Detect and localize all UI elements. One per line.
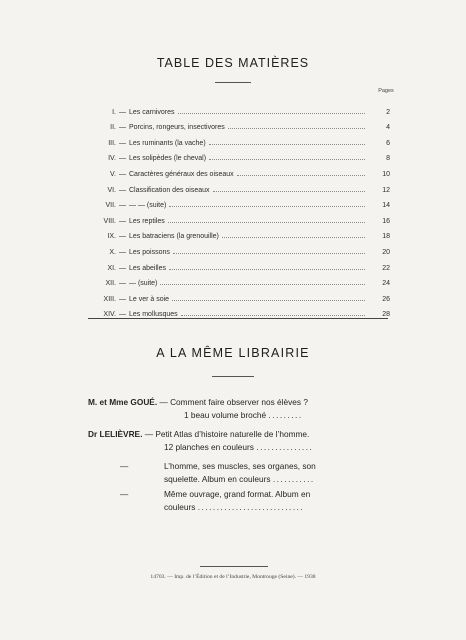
- leader-dots: [181, 314, 365, 316]
- toc-entry-dash: —: [119, 186, 126, 194]
- toc-entry: [78, 287, 390, 303]
- toc-entry-label: Les poissons: [129, 248, 170, 256]
- toc-entry: [78, 272, 390, 288]
- leader-dots: [237, 174, 365, 176]
- toc-entry: [78, 194, 390, 210]
- book-lelievre-2-title: L’homme, ses muscles, ses organes, son: [164, 461, 316, 471]
- toc-entry-label: — — (suite): [129, 202, 167, 210]
- book-lelievre-3-title: Même ouvrage, grand format. Album en: [164, 489, 311, 499]
- toc-entry-number: II.: [110, 124, 116, 132]
- imprint-divider: [200, 566, 268, 567]
- toc-entry: [78, 100, 390, 116]
- toc-entry-dash: —: [119, 280, 126, 288]
- leader-dots: [209, 143, 365, 145]
- leader-dots: [228, 127, 365, 129]
- book-goue-title: — Comment faire observer nos élèves ?: [157, 397, 308, 407]
- book-goue-format: 1 beau volume broché: [184, 410, 267, 420]
- ditto-dash: —: [120, 461, 129, 471]
- leader-dots: [172, 299, 365, 301]
- leader-dots: [209, 158, 365, 160]
- table-of-contents: [78, 100, 390, 318]
- leader-dots: [168, 221, 365, 223]
- toc-entry-page: 22: [382, 264, 390, 272]
- book-lelievre-3: [88, 488, 388, 514]
- toc-entry: [78, 256, 390, 272]
- leader-dots: .........: [268, 410, 303, 420]
- toc-entry-number: XIV.: [103, 311, 116, 319]
- toc-entry-dash: —: [119, 233, 126, 241]
- toc-entry-page: 24: [382, 280, 390, 288]
- toc-entry-label: Classification des oiseaux: [129, 186, 210, 194]
- toc-entry-page: 28: [382, 311, 390, 319]
- toc-entry-number: III.: [108, 139, 116, 147]
- toc-entry-label: Les ruminants (la vache): [129, 139, 206, 147]
- toc-entry-number: IX.: [107, 233, 116, 241]
- toc-entry-page: 20: [382, 248, 390, 256]
- toc-entry-label: Caractères généraux des oiseaux: [129, 170, 234, 178]
- toc-entry-number: XI.: [107, 264, 116, 272]
- leader-dots: [169, 205, 365, 207]
- toc-entry-page: 2: [386, 108, 390, 116]
- toc-entry: [78, 116, 390, 132]
- toc-entry: [78, 240, 390, 256]
- leader-dots: [222, 236, 365, 238]
- toc-entry-dash: —: [119, 170, 126, 178]
- toc-entry-number: XIII.: [103, 295, 116, 303]
- toc-entry-dash: —: [119, 311, 126, 319]
- title-divider: [215, 82, 251, 83]
- toc-entry-number: V.: [110, 170, 116, 178]
- toc-entry-dash: —: [119, 264, 126, 272]
- toc-entry-dash: —: [119, 155, 126, 163]
- toc-entry-page: 14: [382, 202, 390, 210]
- toc-entry-number: I.: [112, 108, 116, 116]
- toc-entry-label: — (suite): [129, 280, 158, 288]
- leader-dots: [178, 112, 365, 114]
- toc-entry-label: Les mollusques: [129, 311, 178, 319]
- toc-entry-page: 12: [382, 186, 390, 194]
- book-lelievre-title: — Petit Atlas d’histoire naturelle de l’homme.: [142, 429, 310, 439]
- toc-entry-dash: —: [119, 295, 126, 303]
- leader-dots: ...............: [256, 442, 314, 452]
- toc-entry-label: Porcins, rongeurs, insectivores: [129, 124, 225, 132]
- toc-entry: [78, 147, 390, 163]
- toc-entry-page: 10: [382, 170, 390, 178]
- toc-entry-number: VII.: [105, 202, 116, 210]
- toc-entry-number: VIII.: [103, 217, 116, 225]
- section-divider: [88, 318, 388, 319]
- toc-entry-page: 16: [382, 217, 390, 225]
- toc-entry-page: 18: [382, 233, 390, 241]
- toc-entry: [78, 162, 390, 178]
- leader-dots: [169, 268, 365, 270]
- toc-entry-page: 4: [386, 124, 390, 132]
- book-lelievre-2: [88, 460, 388, 486]
- toc-entry-dash: —: [119, 124, 126, 132]
- toc-entry-dash: —: [119, 108, 126, 116]
- toc-entry: [78, 209, 390, 225]
- ditto-dash: —: [120, 489, 129, 499]
- toc-title: TABLE DES MATIÈRES: [156, 56, 310, 70]
- toc-entry-page: 6: [386, 139, 390, 147]
- toc-entry-number: IV.: [108, 155, 116, 163]
- toc-entry-page: 8: [386, 155, 390, 163]
- toc-entry: [78, 303, 390, 319]
- leader-dots: [173, 252, 365, 254]
- toc-entry-label: Le ver à soie: [129, 295, 170, 303]
- library-divider: [212, 376, 254, 377]
- toc-entry-label: Les reptiles: [129, 217, 165, 225]
- book-lelievre-2-format: squelette. Album en couleurs: [164, 474, 271, 484]
- toc-entry-number: XII.: [105, 280, 116, 288]
- book-lelievre-format: 12 planches en couleurs: [164, 442, 254, 452]
- toc-entry-label: Les solipèdes (le cheval): [129, 155, 207, 163]
- toc-entry-label: Les carnivores: [129, 108, 175, 116]
- toc-entry-number: X.: [109, 248, 116, 256]
- author-goue: M. et Mme GOUÉ.: [88, 397, 158, 407]
- pages-column-header: Pages: [378, 88, 394, 94]
- book-goue: [88, 396, 388, 422]
- toc-entry-page: 26: [382, 295, 390, 303]
- author-lelievre: Dr LELIÈVRE.: [88, 429, 143, 439]
- book-lelievre: [88, 428, 388, 454]
- toc-entry-number: VI.: [107, 186, 116, 194]
- leader-dots: ...........: [272, 474, 315, 484]
- toc-entry-dash: —: [119, 248, 126, 256]
- leader-dots: [160, 283, 365, 285]
- imprint-line: 14703. — Imp. de l’Édition et de l’Industrie, Montrouge (Seine). — 1938: [150, 574, 316, 580]
- library-title: A LA MÊME LIBRAIRIE: [156, 346, 310, 360]
- toc-entry-label: Les abeilles: [129, 264, 166, 272]
- toc-entry-dash: —: [119, 202, 126, 210]
- toc-entry: [78, 225, 390, 241]
- book-lelievre-3-format: couleurs: [164, 502, 196, 512]
- leader-dots: ............................: [197, 502, 305, 512]
- toc-entry: [78, 131, 390, 147]
- leader-dots: [213, 190, 365, 192]
- toc-entry-dash: —: [119, 139, 126, 147]
- toc-entry: [78, 178, 390, 194]
- toc-entry-label: Les batraciens (la grenouille): [129, 233, 219, 241]
- toc-entry-dash: —: [119, 217, 126, 225]
